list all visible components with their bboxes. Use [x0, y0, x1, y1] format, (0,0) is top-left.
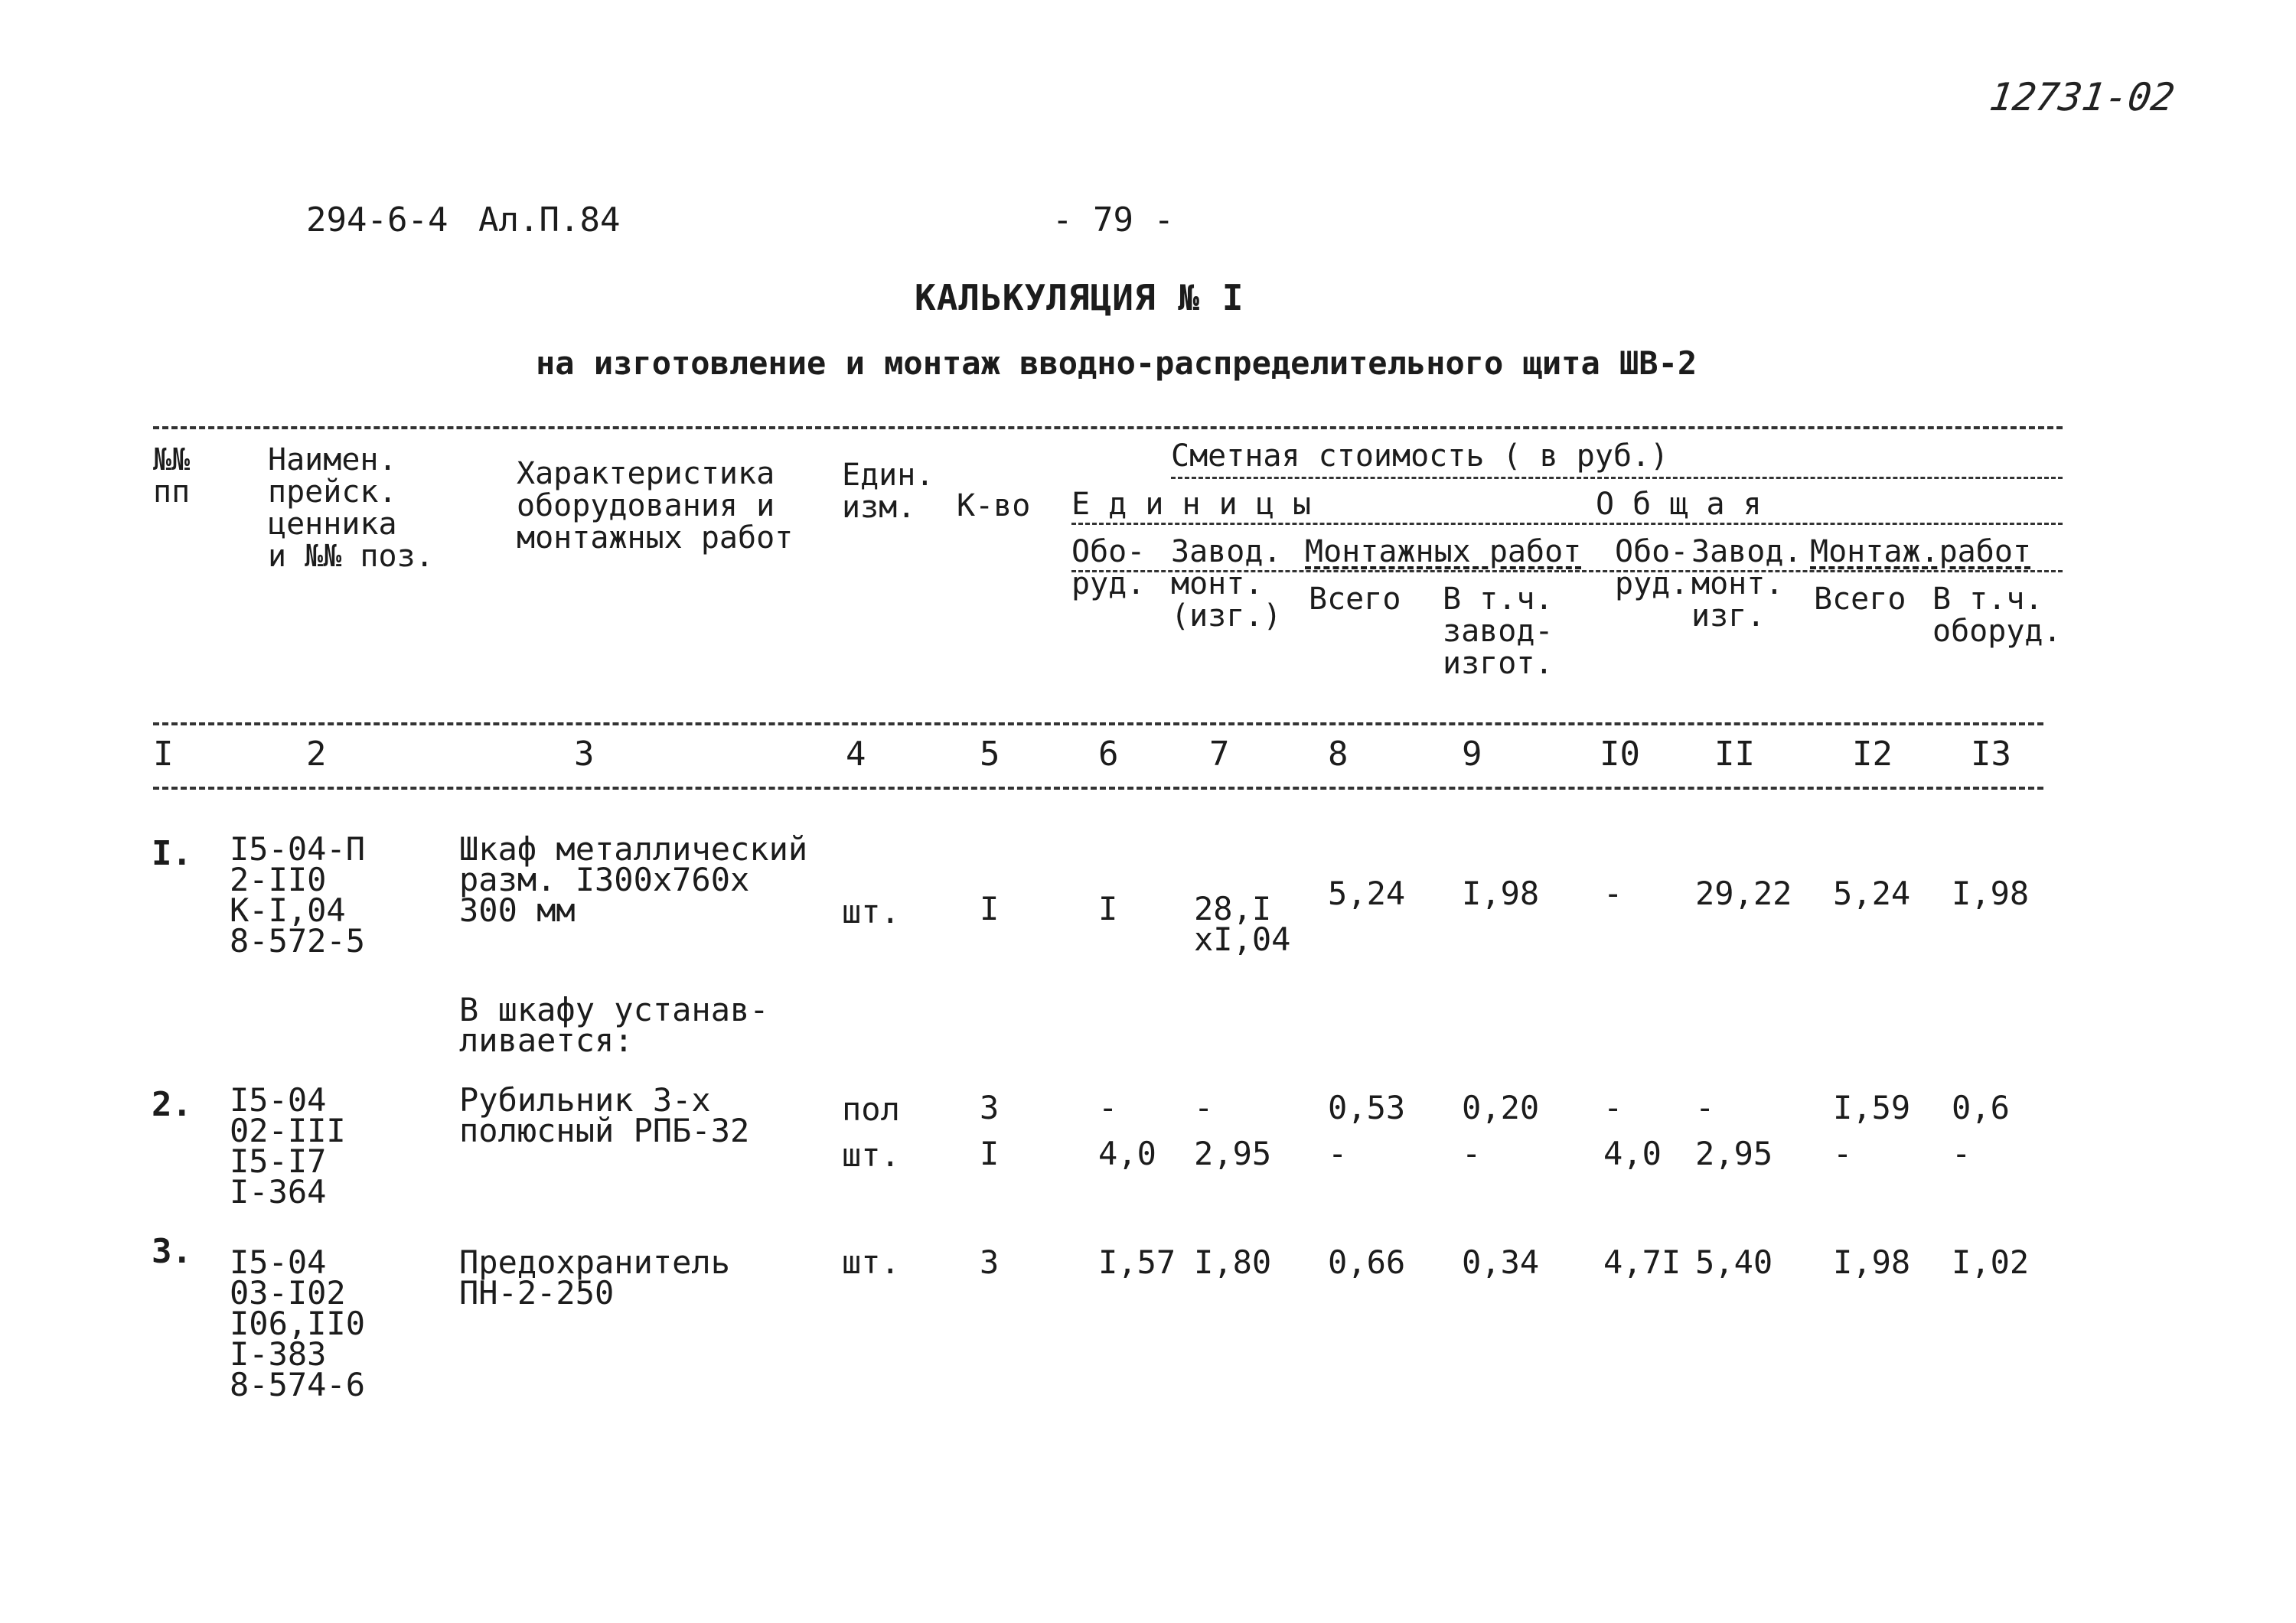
cost-group-rule	[1171, 477, 2063, 479]
row-unit: шт.	[842, 1243, 900, 1281]
row-number: 3.	[152, 1232, 192, 1271]
th-mount-unit-group: Монтажных работ	[1305, 534, 1582, 569]
row-quantity: 3	[980, 1243, 1000, 1281]
table-top-rule	[153, 426, 2063, 429]
page-number: - 79 -	[1052, 200, 1174, 240]
note-installed-in-cabinet: В шкафу устанав- ливается:	[459, 991, 769, 1059]
row-factory-unit: 28,I хI,04	[1194, 890, 1291, 958]
document-code: 294-6-4	[306, 200, 448, 240]
row-factory-total: - 2,95	[1695, 1089, 1773, 1172]
row-mount-total: I,98	[1833, 1243, 1911, 1281]
colnum-bottom-rule	[153, 787, 2043, 790]
th-cost-group: Сметная стоимость ( в руб.)	[1171, 438, 1669, 474]
th-factory-total: Завод. монт. изг.	[1691, 534, 1802, 634]
col-num-5: 5	[980, 735, 1000, 774]
col-num-4: 4	[846, 735, 866, 774]
th-equip-total: Обо- руд.	[1615, 534, 1689, 601]
row-factory-unit: - 2,95	[1194, 1089, 1272, 1172]
col-num-11: II	[1714, 735, 1755, 774]
header-bottom-rule	[153, 722, 2043, 725]
th-mount-total-unit: Всего	[1309, 582, 1401, 617]
th-quantity: К-во	[957, 488, 1031, 523]
col-num-7: 7	[1209, 735, 1230, 774]
row-equip-total: - 4,0	[1603, 1089, 1662, 1172]
row-equip-unit: I	[1098, 890, 1118, 927]
row-number: I.	[152, 834, 192, 873]
row-unit: шт.	[842, 893, 900, 930]
row-mount-factory-unit: 0,20 -	[1462, 1089, 1540, 1172]
row-mount-total: 5,24	[1833, 875, 1911, 912]
col-num-6: 6	[1098, 735, 1119, 774]
unit-group-rule	[1071, 523, 2063, 525]
col-num-1: I	[153, 735, 174, 774]
row-equip-total: 4,7I	[1603, 1243, 1681, 1281]
row-mount-factory-unit: 0,34	[1462, 1243, 1540, 1281]
th-mount-total-group: Монтаж.работ	[1810, 534, 2031, 569]
th-equip-unit: Обо- руд.	[1071, 534, 1146, 601]
row-quantity: 3 I	[980, 1089, 1000, 1172]
row-price-code: I5-04 02-III I5-I7 I-364	[230, 1081, 346, 1211]
th-price-list: Наимен. прейск. ценника и №№ поз.	[268, 442, 434, 574]
row-factory-unit: I,80	[1194, 1243, 1272, 1281]
row-description: Шкаф металлический разм. I300х760х 300 мм	[459, 830, 808, 929]
th-total-group: О б щ а я	[1596, 487, 1762, 522]
row-equip-unit: I,57	[1098, 1243, 1176, 1281]
row-mount-unit: 5,24	[1328, 875, 1406, 912]
row-factory-total: 29,22	[1695, 875, 1792, 912]
th-unit-group: Е д и н и ц ы	[1071, 487, 1312, 522]
th-factory-unit: Завод. монт. (изг.)	[1171, 534, 1282, 634]
col-num-12: I2	[1852, 735, 1893, 774]
row-equip-unit: - 4,0	[1098, 1089, 1156, 1172]
col-num-3: 3	[574, 735, 595, 774]
document-number: 12731-02	[1986, 75, 2177, 119]
calc-subtitle: на изготовление и монтаж вводно-распределительного щита ШВ-2	[536, 344, 1698, 382]
row-mount-unit: 0,53 -	[1328, 1089, 1406, 1172]
col-num-8: 8	[1328, 735, 1349, 774]
col-num-10: I0	[1600, 735, 1640, 774]
row-unit: пол шт.	[842, 1090, 900, 1174]
col-num-2: 2	[306, 735, 327, 774]
row-price-code: I5-04 03-I02 I06,II0 I-383 8-574-6	[230, 1243, 366, 1403]
col-num-13: I3	[1971, 735, 2011, 774]
row-mount-total: I,59 -	[1833, 1089, 1911, 1172]
row-description: Предохранитель ПН-2-250	[459, 1243, 731, 1312]
row-equip-total: -	[1603, 875, 1623, 912]
th-characteristics: Характеристика оборудования и монтажных работ	[517, 456, 794, 556]
th-mount-factory-unit: В т.ч. завод- изгот.	[1443, 582, 1554, 681]
th-unit: Един. изм.	[842, 458, 934, 525]
row-mount-factory-unit: I,98	[1462, 875, 1540, 912]
col-num-9: 9	[1462, 735, 1482, 774]
row-mount-equip: I,02	[1952, 1243, 2030, 1281]
th-mount-total-all: Всего	[1814, 582, 1906, 617]
row-factory-total: 5,40	[1695, 1243, 1773, 1281]
album-number: Ал.П.84	[478, 200, 621, 240]
row-mount-unit: 0,66	[1328, 1243, 1406, 1281]
row-number: 2.	[152, 1085, 192, 1124]
th-mount-equip: В т.ч. оборуд.	[1932, 582, 2062, 649]
row-description: Рубильник 3-х полюсный РПБ-32	[459, 1081, 750, 1149]
row-mount-equip: 0,6 -	[1952, 1089, 2010, 1172]
calc-title: КАЛЬКУЛЯЦИЯ № I	[915, 277, 1244, 318]
row-price-code: I5-04-П 2-II0 К-I,04 8-572-5	[230, 830, 366, 960]
th-row-number: №№ пп	[153, 442, 191, 510]
row-quantity: I	[980, 890, 1000, 927]
row-mount-equip: I,98	[1952, 875, 2030, 912]
